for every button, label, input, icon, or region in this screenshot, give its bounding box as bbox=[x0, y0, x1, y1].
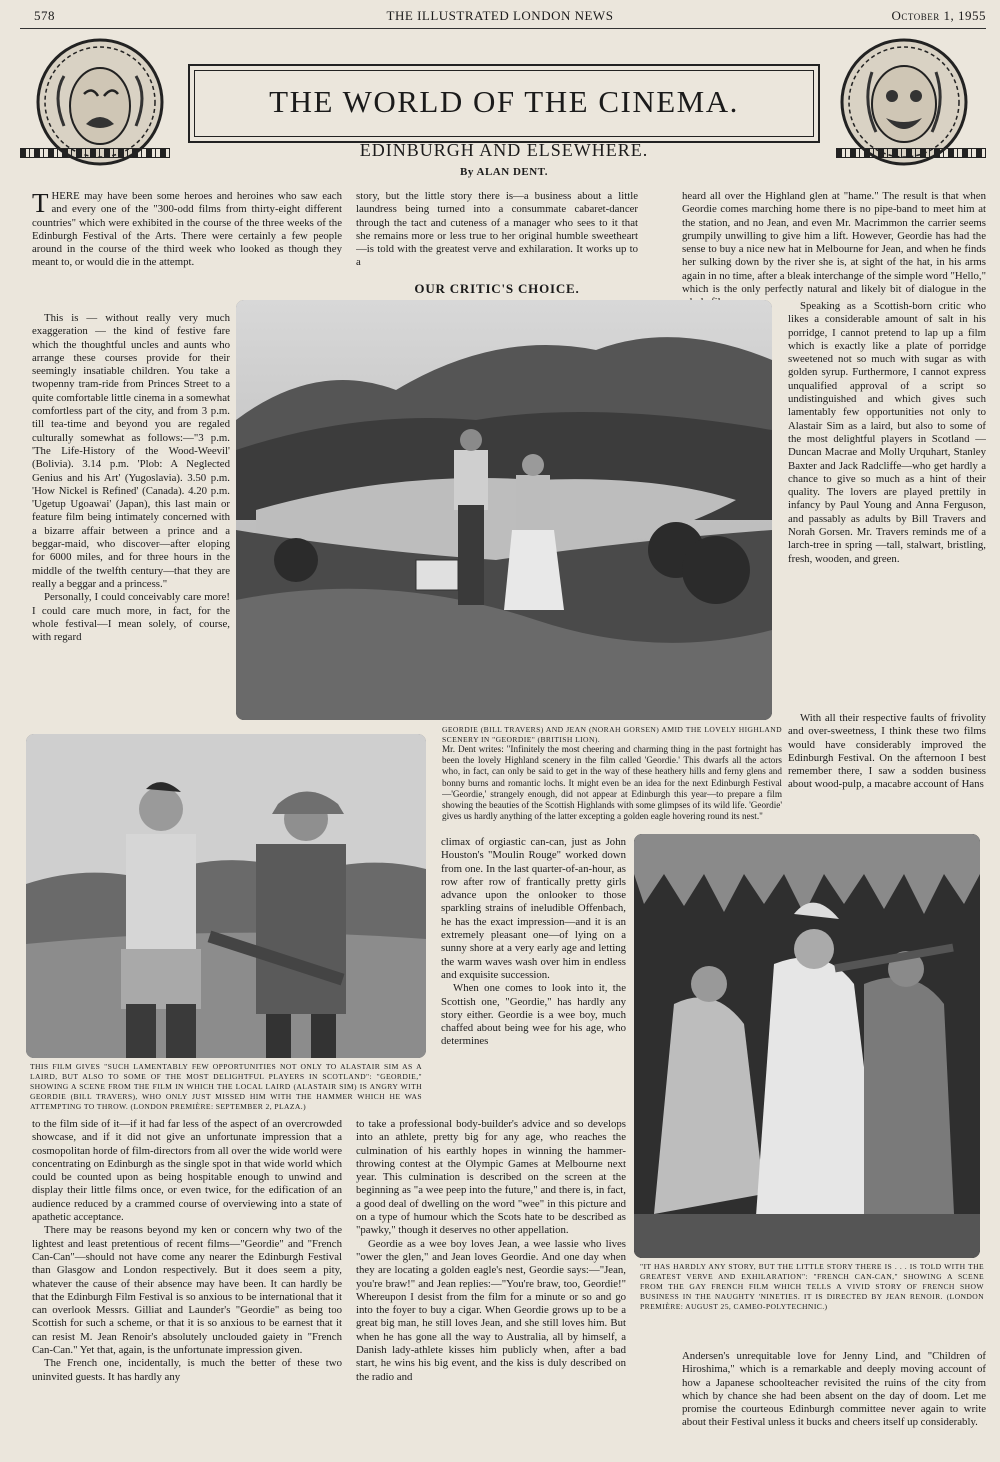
geordie-photo-caption: GEORDIE (BILL TRAVERS) AND JEAN (NORAH GORSEN) AMID THE LOVELY HIGHLAND SCENERY IN "GEORDIE" (BRITISH LION). bbox=[442, 725, 782, 744]
laird-photo-caption: THIS FILM GIVES "SUCH LAMENTABLY FEW OPPORTUNITIES NOT ONLY TO ALASTAIR SIM AS A LAIRD, BUT ALSO TO SOME OF THE MOST DELIGHTFUL PLAYERS IN SCOTLAND": "GEORDIE," SHOWING A SCENE FROM THE FILM IN WHICH THE LOCAL LAIRD (ALASTAIR SIM) IS ANGRY WITH GEORDIE (BILL TRAVERS), WHO ONLY JUST MISSED HIM WITH THE HAMMER WHICH HE WAS ATTEMPTING TO THROW. (LONDON PREMIÈRE: SEPTEMBER 2, PLAZA.) bbox=[30, 1062, 422, 1111]
paragraph: to take a professional body-builder's advice and so develops into an athlete, pretty big for any age, who reaches the culmination of his earthly hopes in winning the hammer-throwing contest at the Olympic Games at Melbourne next year. This culmination is described on the screen at the beginning as "a wee peep into the future," and there is, in fact, a good deal of dwelling on the word "wee" in this picture and on a type of humour which the Scots hate to be described as "pawky," though it deserves no other appellation. bbox=[356, 1118, 626, 1237]
article-column-3-narrow bbox=[788, 300, 986, 728]
byline: By ALAN DENT. bbox=[460, 166, 548, 178]
article-column-3-top bbox=[682, 190, 986, 308]
page-number: 578 bbox=[34, 8, 55, 23]
publication-name: THE ILLUSTRATED LONDON NEWS bbox=[386, 8, 614, 23]
geordie-highland-photo bbox=[236, 300, 772, 720]
geordie-photo-note: Mr. Dent writes: "Infinitely the most cheering and charming thing in the past fortnight has been the lovely Highland scenery in the film called 'Geordie.' This dwarfs all the actors who, in fact, can only be said to get in the way of these heathery hills and ferny glens and bonny burns and romantic lochs. It might even be an idea for the next Edinburgh Festival—'Geordie,' strangely enough, did not appear at Edinburgh this year—to prepare a film showing the beauties of the Scottish Highlands with some glimpses of its wild life. 'Geordie' gives us hardly anything of the latter excepting a golden eagle hovering round its nest." bbox=[442, 744, 782, 822]
paragraph: The French one, incidentally, is much the better of these two uninvited guests. It has hardly any bbox=[32, 1357, 342, 1383]
paragraph: story, but the little story there is—a business about a little laundress being turned into a consummate cabaret-dancer through the tact and cuteness of a manager who sees to it that she remains more or less true to her original humble sweetheart—is told with the greatest verve and exhilaration. It works up to a bbox=[356, 190, 638, 269]
french-cancan-photo bbox=[634, 834, 980, 1258]
paragraph: THERE may have been some heroes and heroines who saw each and every one of the "300-odd films from thirty-eight different countries" which were exhibited in the course of the three weeks of the Edinburgh Festival of the Arts. There were certainly a few people around in the course of the third week who looked as though they meant to, or would die in the attempt. bbox=[32, 190, 342, 269]
article-column-middle bbox=[441, 836, 626, 1118]
article-column-2-lower bbox=[356, 1118, 626, 1456]
article-column-1-top bbox=[32, 190, 342, 310]
article-column-3-lower bbox=[788, 712, 986, 824]
paragraph: to the film side of it—if it had far less of the aspect of an overcrowded showcase, and if it did not give an unfortunate impression that a cosmopolitan horde of film-directors from all over the wide world were concentrating on Edinburgh as the single spot in that wide world which could be counted upon as being hospitable enough to unwind and display their little films once, or even twice, for the edification of an audience reduced by a crammed course of overviewing into a state of apathetic acceptance. bbox=[32, 1118, 342, 1224]
article-column-1-lower bbox=[32, 1118, 342, 1456]
article-column-2-top bbox=[356, 190, 638, 270]
paragraph: When one comes to look into it, the Scottish one, "Geordie," has hardly any story either. Geordie is a wee boy, much chaffed about being wee for his age, who determines bbox=[441, 982, 626, 1048]
issue-date: October 1, 1955 bbox=[891, 8, 986, 23]
paragraph: Speaking as a Scottish-born critic who likes a considerable amount of salt in his porridge, I cannot pretend to lap up a film which is exactly like a plate of porridge sweetened not so much with sugar as with golden syrup. Furthermore, I cannot express unqualified approval of a script so undistinguished and which gives such lamentably few opportunities not only to Alastair Sim as a laird, but also to some of the most delightful players in Scotland — Duncan Macrae and Molly Urquhart, Stanley Baxter and Jack Radcliffe—who get hardly a chance to give so much as a hint of their quality. The lovers are played prettily in infancy by Paul Young and Anna Ferguson, and passably as adults by Bill Travers and Norah Gorsen. Mr. Travers reminds me of a larch-tree in spring —tall, stalwart, bristling, fresh, wooden, and green. bbox=[788, 300, 986, 565]
critics-choice-heading: OUR CRITIC'S CHOICE. bbox=[414, 281, 580, 296]
cancan-photo-caption: "IT HAS HARDLY ANY STORY, BUT THE LITTLE STORY THERE IS . . . IS TOLD WITH THE GREATEST VERVE AND EXHILARATION": "FRENCH CAN-CAN," SHOWING A SCENE FROM THE GAY FRENCH FILM WHICH TELLS A VIVID STORY OF FRENCH SHOW BUSINESS IN THE NAUGHTY 'NINETIES. IT IS DIRECTED BY JEAN RENOIR. (LONDON PREMIÈRE: AUGUST 25, CAMEO-POLYTECHNIC.) bbox=[640, 1262, 984, 1311]
paragraph: Geordie as a wee boy loves Jean, a wee lassie who lives "ower the glen," and Jean loves Geordie. And one day when they are locating a golden eagle's nest, Geordie says:—"Jean, you're braw!" and Jean replies:—"You're braw, too, Geordie!" Whereupon I desist from the film for a minute or so and go into the foyer to buy a cigar. When Geordie grows up to be a great big man, he still loves Jean, and she still loves him. But when he has gone all the way to Australia, all by himself, a Danish lady-athlete kisses him publicly when, after a bad start, he wins his big event, and the kiss is duly described on the radio and bbox=[356, 1237, 626, 1383]
paragraph: With all their respective faults of frivolity and over-sweetness, I think these two films would have considerably improved the Edinburgh Festival. On the afternoon I best remember there, I saw a sodden business about wood-pulp, a macabre account of Hans bbox=[788, 712, 986, 791]
paragraph: There may be reasons beyond my ken or concern why two of the lightest and least pretentious of recent films—"Geordie" and "French Can-Can"—should not have come any nearer the Edinburgh Festival than Glasgow and London respectively. But it does seem a pity, whatever the cause of their absence may have been. It can hardly be that the Edinburgh Film Festival is so anxious to be international that it can overlook Messrs. Gilliat and Launder's "Geordie" as being too Scottish for such a scheme, or that it is so anxious to be earnest that it can resist M. Jean Renoir's absolutely unclouded gaiety in "French Can-Can." Yet that, again, is the unfortunate impression given. bbox=[32, 1224, 342, 1357]
article-column-1-narrow bbox=[32, 312, 230, 724]
subtitle: EDINBURGH AND ELSEWHERE. bbox=[359, 140, 649, 160]
header-rule bbox=[20, 28, 986, 29]
page-title: THE WORLD OF THE CINEMA. bbox=[269, 84, 739, 119]
paragraph: heard all over the Highland glen at "hame." The result is that when Geordie comes marching home there is no pipe-band to meet him at the station, and no Jean, and even Mr. Macrimmon the carrier seems grumpily unwilling to give him a lift. However, Geordie has had the sense to buy a nice new hat in Melbourne for Jean, and when he finds her sulking down by the river she is, at sight of the hat, in his arms again in no time, after a bleak interchange of the simple word "Hello," which is the only perfectly natural and likely bit of dialogue in the bbox=[682, 190, 986, 296]
paragraph: Personally, I could conceivably care more! I could care much more, in fact, for the whole festival—I mean solely, of course, with regard bbox=[32, 591, 230, 644]
paragraph: This is — without really very much exaggeration — the kind of festive fare which the thoughtful uncles and aunts who arrange these courses provide for their seemingly insatiable children. You take a twopenny tram-ride from Princes Street to a quite comfortable little cinema in a somewhat comfortless part of the city, and from 3 p.m. till tea-time and beyond you are regaled culturally somewhat as follows:—"3 p.m. 'The Life-History of the Wood-Weevil' (Bolivia). 3.14 p.m. 'Plob: A Neglected Genius and his Art' (Yugoslavia). 3.50 p.m. 'How Nickel is Refined' (Canada). 4.20 p.m. 'Ugetup Ugoawai' (Japan), this last main or feature film being intimately concerned with a bizarre affair between a prince and a beggar-maid, who discover—after eloping for 6000 miles, and for three hours in the middle of the twelfth century—that they are really a beggar and a princess." bbox=[32, 312, 230, 590]
greek-key-border-left bbox=[20, 148, 170, 158]
paragraph: Andersen's unrequitable love for Jenny Lind, and "Children of Hiroshima," which is a remarkable and deeply moving account of how a Japanese schoolteacher revisited the ruins of the city from which by chance she had been absent on the day of doom. Let me promise the courteous Edinburgh committee never again to write about their Festival unless it bucks and cheers itself up considerably. bbox=[682, 1350, 986, 1429]
article-column-3-bottom bbox=[682, 1350, 986, 1458]
laird-scene-photo bbox=[26, 734, 426, 1058]
greek-key-border-right bbox=[836, 148, 986, 158]
paragraph: climax of orgiastic can-can, just as John Houston's "Moulin Rouge" worked down from one. In the last quarter-of-an-hour, as row after row of frantically pretty girls advance upon the onlooker to those sparkling strains of ineludible Offenbach, he has the exact impression—and it is an extremely pleasant one—of lying on a sunny shore at a very early age and letting the warm waves wash over him in endless and exquisite succession. bbox=[441, 836, 626, 981]
